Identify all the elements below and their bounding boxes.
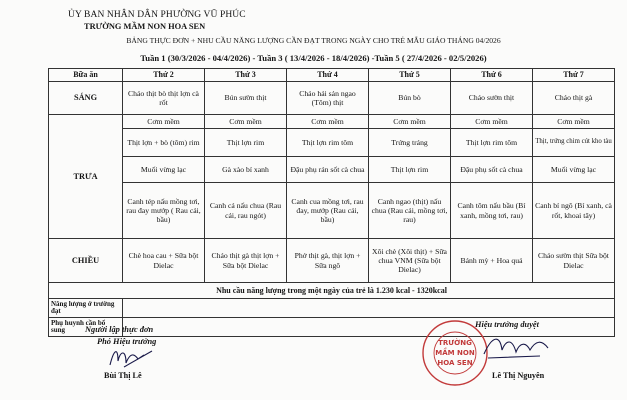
principal-name: Lê Thị Nguyên [492,371,545,380]
menu-cell: Muối vừng lạc [123,157,205,183]
menu-cell: Canh ngao (thịt) nấu chua (Rau cải, mồng tơi, rau) [369,183,451,239]
menu-cell: Đậu phụ rán sốt cà chua [287,157,369,183]
header-day: Thứ 3 [205,69,287,82]
school-name: TRƯỜNG MẦM NON HOA SEN [84,22,206,31]
header-day: Thứ 6 [451,69,533,82]
stamp-line-1: TRƯỜNG [438,339,472,347]
signature-left [104,345,164,371]
menu-cell: Cơm mềm [451,115,533,129]
table-header-row [49,69,615,82]
table-row-lunch [49,183,615,239]
stamp-line-3: HOA SEN [437,359,473,367]
menu-cell: Thịt lợn rim [205,129,287,157]
menu-cell: Cháo sườn thịt [451,82,533,115]
parents-supplement-label: Phụ huynh cần bổ sung [49,318,123,337]
menu-cell: Cháo thịt gà [533,82,615,115]
meal-label-afternoon: CHIỀU [49,239,123,283]
meal-label-breakfast: SÁNG [49,82,123,115]
menu-cell: Gà xào bí xanh [205,157,287,183]
vice-principal-role: Phó Hiệu trưởng [97,337,157,346]
menu-cell: Cháo sườn thịt Sữa bột Dielac [533,239,615,283]
menu-cell: Thịt, trứng chim cút kho tàu [533,129,615,157]
energy-at-school-label: Năng lượng ở trường đạt [49,299,123,318]
header-meal: Bữa ăn [49,69,123,82]
menu-cell: Cơm mềm [123,115,205,129]
header-day: Thứ 2 [123,69,205,82]
menu-cell: Canh cua mồng tơi, rau đay, mướp (Rau cải, bầu) [287,183,369,239]
menu-cell: Cháo thịt gà thịt lợn + Sữa bột Dielac [205,239,287,283]
menu-cell: Cơm mềm [287,115,369,129]
menu-cell: Cháo hải sản ngao (Tôm) thịt [287,82,369,115]
week-ranges: Tuần 1 (30/3/2026 - 04/4/2026) - Tuần 3 ( 13/4/2026 - 18/4/2026) -Tuần 5 ( 27/4/2026 - 02/5/2026) [140,53,487,63]
menu-cell: Cơm mềm [205,115,287,129]
table-row-lunch [49,115,615,129]
table-row-breakfast [49,82,615,115]
table-row-afternoon [49,239,615,283]
menu-cell: Bún bò [369,82,451,115]
menu-cell: Đậu phụ sốt cà chua [451,157,533,183]
header-day: Thứ 4 [287,69,369,82]
menu-cell: Cơm mềm [369,115,451,129]
menu-cell: Phở thịt gà, thịt lợn + Sữa ngô [287,239,369,283]
menu-cell: Muối vừng lạc [533,157,615,183]
table-row-energy-need [49,283,615,299]
menu-cell: Bún sườn thịt [205,82,287,115]
energy-at-school-value [123,299,615,318]
table-row-lunch [49,157,615,183]
header-day: Thứ 7 [533,69,615,82]
menu-cell: Canh bí ngô (Bí xanh, cà rốt, khoai tây) [533,183,615,239]
stamp-line-2: MẦM NON [435,349,475,357]
header-day: Thứ 5 [369,69,451,82]
menu-cell: Canh tôm nấu bầu (Bí xanh, mồng tơi, rau) [451,183,533,239]
menu-cell: Canh cá nấu chua (Rau cải, rau ngót) [205,183,287,239]
menu-cell: Bánh mỳ + Hoa quả [451,239,533,283]
menu-preparer-role: Người lập thực đơn [85,325,154,334]
menu-cell: Thịt lợn + bò (tôm) rim [123,129,205,157]
menu-table [48,68,615,337]
table-row-energy-school [49,299,615,318]
menu-cell: Thịt lợn rim tôm [287,129,369,157]
menu-cell: Cơm mềm [533,115,615,129]
menu-cell: Canh tép nấu mồng tơi, rau đay mướp ( Rau cải, bầu) [123,183,205,239]
principal-role: Hiệu trưởng duyệt [475,320,539,329]
menu-cell: Xôi chè (Xôi thịt) + Sữa chua VNM (Sữa bột Dielac) [369,239,451,283]
signature-right [478,330,558,364]
document-title: BẢNG THỰC ĐƠN + NHU CẦU NĂNG LƯỢNG CẦN ĐẠT TRONG NGÀY CHO TRẺ MẪU GIÁO THÁNG 04/2026 [126,36,501,45]
energy-need-text: Nhu cầu năng lượng trong một ngày của trẻ là 1.230 kcal - 1320kcal [49,283,615,299]
meal-label-lunch: TRƯA [49,115,123,239]
menu-cell: Thịt lợn rim [369,157,451,183]
menu-cell: Thịt lợn rim tôm [451,129,533,157]
committee-name: ỦY BAN NHÂN DÂN PHƯỜNG VŨ PHÚC [68,10,246,20]
menu-cell: Cháo thịt bò thịt lợn cà rốt [123,82,205,115]
preparer-name: Bùi Thị Lê [104,371,142,380]
table-row-lunch [49,129,615,157]
menu-cell: Trứng tráng [369,129,451,157]
menu-cell: Chè hoa cau + Sữa bột Dielac [123,239,205,283]
